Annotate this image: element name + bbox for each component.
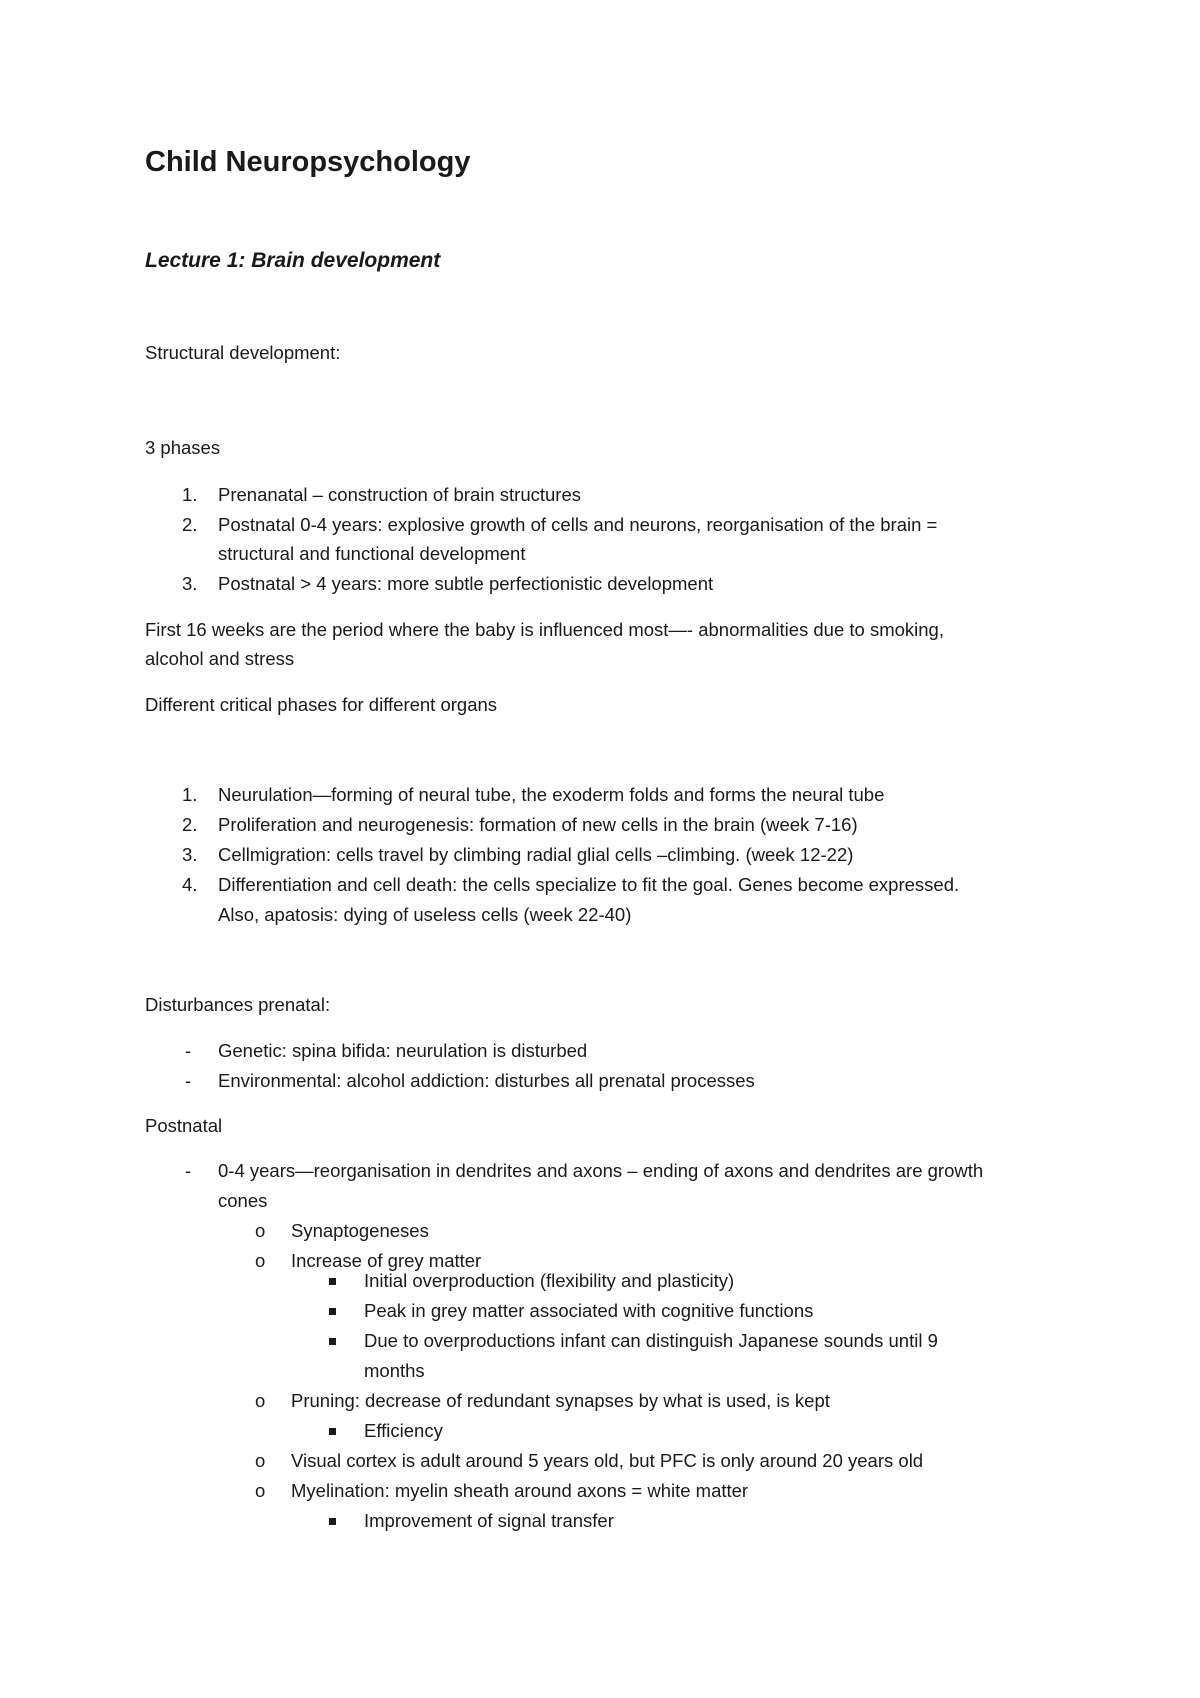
o-bullet: o xyxy=(255,1450,266,1471)
dash-bullet: - xyxy=(185,1160,192,1181)
list-item: Efficiency xyxy=(364,1420,443,1441)
paragraph-line: First 16 weeks are the period where the baby is influenced most—- abnormalities due to smoking, xyxy=(145,619,944,640)
list-item: Genetic: spina bifida: neurulation is disturbed xyxy=(218,1040,588,1061)
structural-heading: Structural development: xyxy=(145,342,341,363)
list-item: Prenanatal – construction of brain structures xyxy=(218,484,581,505)
o-bullet: o xyxy=(255,1480,266,1501)
phases-heading: 3 phases xyxy=(145,437,221,458)
square-bullet xyxy=(329,1518,336,1525)
postnatal-heading: Postnatal xyxy=(145,1115,223,1136)
list-item: Proliferation and neurogenesis: formation of new cells in the brain (week 7-16) xyxy=(218,814,858,835)
list-item: Cellmigration: cells travel by climbing radial glial cells –climbing. (week 12-22) xyxy=(218,844,854,865)
list-marker: 3. xyxy=(182,573,198,594)
list-item: Improvement of signal transfer xyxy=(364,1510,614,1531)
dash-bullet: - xyxy=(185,1070,192,1091)
list-item: Increase of grey matter xyxy=(291,1250,482,1271)
o-bullet: o xyxy=(255,1250,266,1271)
square-bullet xyxy=(329,1278,336,1285)
square-bullet xyxy=(329,1308,336,1315)
document-title: Child Neuropsychology xyxy=(145,146,471,178)
list-item: Peak in grey matter associated with cognitive functions xyxy=(364,1300,814,1321)
paragraph-critical-phases: Different critical phases for different organs xyxy=(145,694,498,715)
square-bullet xyxy=(329,1428,336,1435)
list-item: Due to overproductions infant can distinguish Japanese sounds until 9 xyxy=(364,1330,938,1351)
list-item: Environmental: alcohol addiction: disturbes all prenatal processes xyxy=(218,1070,755,1091)
list-item: Synaptogeneses xyxy=(291,1220,429,1241)
list-marker: 4. xyxy=(182,874,198,895)
list-item: Postnatal 0-4 years: explosive growth of cells and neurons, reorganisation of the brain = xyxy=(218,514,938,535)
list-item: Differentiation and cell death: the cells specialize to fit the goal. Genes become expressed. xyxy=(218,874,960,895)
list-item: Initial overproduction (flexibility and plasticity) xyxy=(364,1270,735,1291)
list-item-continuation: cones xyxy=(218,1190,268,1211)
list-item-continuation: structural and functional development xyxy=(218,543,526,564)
list-marker: 1. xyxy=(182,484,198,505)
list-item: Myelination: myelin sheath around axons = white matter xyxy=(291,1480,749,1501)
list-item: 0-4 years—reorganisation in dendrites and axons – ending of axons and dendrites are growth xyxy=(218,1160,984,1181)
list-item-continuation: months xyxy=(364,1360,425,1381)
list-marker: 2. xyxy=(182,814,198,835)
list-marker: 3. xyxy=(182,844,198,865)
o-bullet: o xyxy=(255,1390,266,1411)
disturbances-heading: Disturbances prenatal: xyxy=(145,994,331,1015)
o-bullet: o xyxy=(255,1220,266,1241)
paragraph-line: alcohol and stress xyxy=(145,648,295,669)
list-marker: 2. xyxy=(182,514,198,535)
list-item: Postnatal > 4 years: more subtle perfectionistic development xyxy=(218,573,714,594)
lecture-heading: Lecture 1: Brain development xyxy=(145,249,441,272)
list-item: Neurulation—forming of neural tube, the exoderm folds and forms the neural tube xyxy=(218,784,885,805)
square-bullet xyxy=(329,1338,336,1345)
list-item: Visual cortex is adult around 5 years old, but PFC is only around 20 years old xyxy=(291,1450,924,1471)
list-item-continuation: Also, apatosis: dying of useless cells (week 22-40) xyxy=(218,904,632,925)
list-marker: 1. xyxy=(182,784,198,805)
dash-bullet: - xyxy=(185,1040,192,1061)
list-item: Pruning: decrease of redundant synapses by what is used, is kept xyxy=(291,1390,830,1411)
